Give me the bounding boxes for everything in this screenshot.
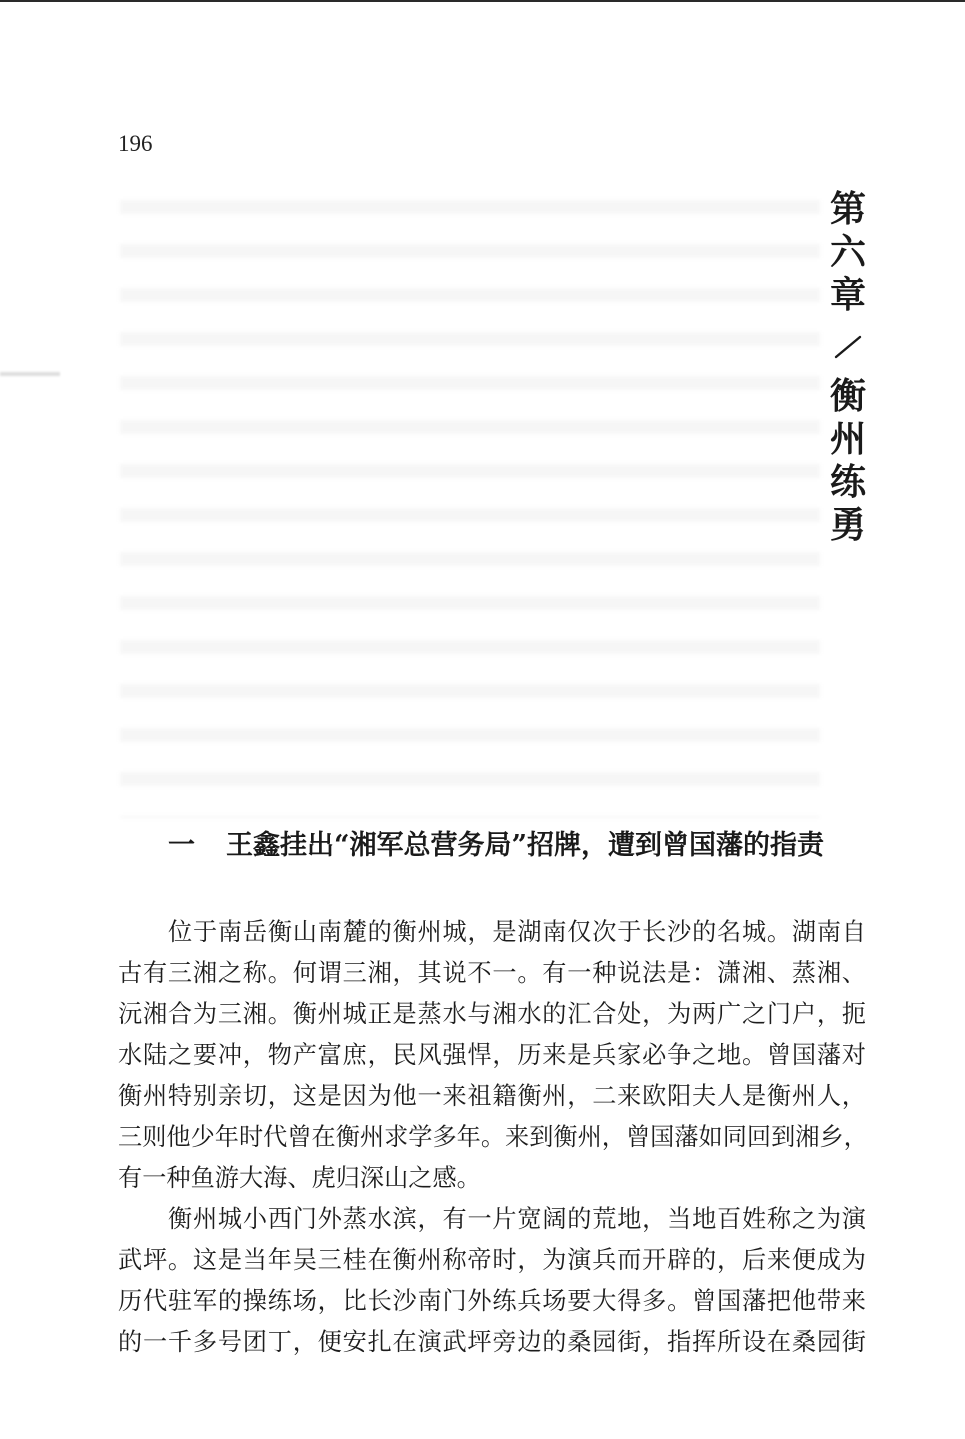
section-number: 一 (168, 830, 195, 861)
paragraph-line: 位于南岳衡山南麓的衡州城，是湖南仅次于长沙的名城。湖南自 (168, 918, 866, 946)
paragraph-line: 的一千多号团丁，便安扎在演武坪旁边的桑园街，指挥所设在桑园街 (118, 1328, 866, 1356)
paragraph-line: 衡州特别亲切，这是因为他一来祖籍衡州，二来欧阳夫人是衡州人， (118, 1082, 866, 1110)
top-border-rule (0, 0, 965, 2)
paragraph-line: 衡州城小西门外蒸水滨，有一片宽阔的荒地，当地百姓称之为演 (168, 1205, 866, 1233)
chapter-subtitle-char: 衡 (829, 375, 866, 417)
chapter-title-char: 六 (829, 231, 866, 273)
body-text (118, 912, 866, 1363)
chapter-subtitle-char: 州 (829, 418, 866, 460)
chapter-subtitle-char: 勇 (829, 504, 866, 546)
paragraph-line: 武坪。这是当年吴三桂在衡州称帝时，为演兵而开辟的，后来便成为 (118, 1246, 866, 1274)
paragraph-line: 三则他少年时代曾在衡州求学多年。来到衡州，曾国藩如同回到湘乡， (118, 1123, 868, 1151)
section-heading (168, 826, 888, 866)
scan-smudge (0, 372, 60, 376)
chapter-title (826, 188, 870, 547)
bleed-through-texture (120, 178, 820, 818)
paragraph-line: 历代驻军的操练场，比长沙南门外练兵场要大得多。曾国藩把他带来 (118, 1287, 866, 1315)
paragraph-line: 沅湘合为三湘。衡州城正是蒸水与湘水的汇合处，为两广之门户，扼 (118, 1000, 866, 1028)
paragraph-line: 古有三湘之称。何谓三湘，其说不一。有一种说法是：潇湘、蒸湘、 (118, 959, 866, 987)
chapter-title-char: 第 (829, 188, 866, 230)
chapter-title-separator (826, 317, 870, 375)
section-title: 王鑫挂出“湘军总营务局”招牌，遭到曾国藩的指责 (226, 830, 825, 861)
paragraph-line: 水陆之要冲，物产富庶，民风强悍，历来是兵家必争之地。曾国藩对 (118, 1041, 866, 1069)
paragraph-line: 有一种鱼游大海、虎归深山之感。 (118, 1164, 481, 1192)
slash-separator-icon (830, 327, 866, 367)
chapter-subtitle-char: 练 (829, 461, 866, 503)
chapter-title-char: 章 (829, 274, 866, 316)
page-number: 196 (118, 131, 153, 156)
